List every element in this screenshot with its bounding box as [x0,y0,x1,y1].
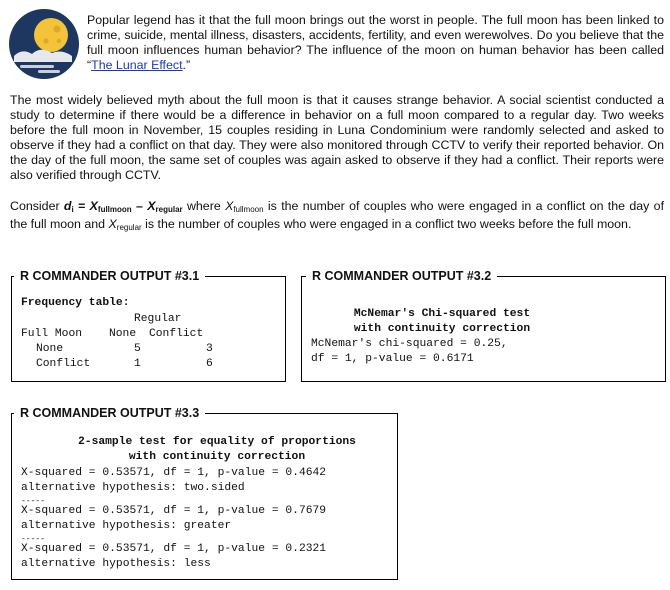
mcnemar-subtitle: with continuity correction [353,323,531,335]
separator-1: ----- [21,497,46,506]
cell-none-conflict: 3 [206,343,213,355]
mcnemar-title: McNemar's Chi-squared test [353,308,531,320]
two-sided-statistic: X-squared = 0.53571, df = 1, p-value = 0.4642 [21,467,327,479]
output-header-3-1: R COMMANDER OUTPUT #3.1 [14,268,205,284]
mcnemar-statistic: McNemar's chi-squared = 0.25, [311,338,508,350]
output-header-3-3: R COMMANDER OUTPUT #3.3 [14,405,205,421]
col-group-label: Regular [134,313,182,325]
cell-none-none: 5 [134,343,141,355]
definition-paragraph: Consider $d_i = X_{fullmoon} - X_{regular}$ where $X_{fullmoon}$ is the number of couples who were engaged in a conflict on the day of the full moon and $X_{regular}$ is the number of couples who were engaged in a conflict two weeks before the full moon. [10,199,665,232]
output-header-3-2: R COMMANDER OUTPUT #3.2 [306,268,497,284]
frequency-table-title: Frequency table: [21,297,130,309]
col-none-header: None [109,328,137,340]
prop-test-subtitle: with continuity correction [128,451,306,463]
less-alternative: alternative hypothesis: less [21,558,211,570]
intro-paragraph: Popular legend has it that the full moon brings out the worst in people. The full moon has been linked to crime, suicide, mental illness, disasters, accidents, fertility, and even werewolves. Do you believe that the full moon influences human behavior? The influence of the moon on human behavior has been called “The Lunar Effect.” [87,13,664,72]
two-sided-alternative: alternative hypothesis: two.sided [21,482,245,494]
prop-test-title: 2-sample test for equality of proportions [78,436,356,448]
greater-alternative: alternative hypothesis: greater [21,520,232,532]
moon-logo-icon [8,8,80,80]
myth-paragraph: The most widely believed myth about the full moon is that it causes strange behavior. A social scientist conducted a study to determine if there would be a difference in behavior on a full moon compared to a regular day. Two weeks before the full moon in November, 15 couples residing in Luna Condominium were randomly selected and asked to observe if they had a conflict on that day. They were also monitored through CCTV to verify their reported behavior. On the day of the full moon, the same set of couples was again asked to observe if they had a conflict. Their reports were also verified through CCTV. [10,93,664,182]
row-label-none: None [36,343,64,355]
cell-conflict-conflict: 6 [206,358,213,370]
greater-statistic: X-squared = 0.53571, df = 1, p-value = 0.7679 [21,505,327,517]
row-group-label: Full Moon [21,328,83,340]
output-box-3-3 [11,413,398,580]
output-box-3-1 [11,276,286,382]
less-statistic: X-squared = 0.53571, df = 1, p-value = 0.2321 [21,543,327,555]
mcnemar-pvalue: df = 1, p-value = 0.6171 [311,353,474,365]
row-label-conflict: Conflict [36,358,91,370]
lunar-effect-link[interactable]: The Lunar Effect [91,58,183,72]
separator-2: ----- [21,535,46,544]
cell-conflict-none: 1 [134,358,141,370]
output-box-3-2 [301,276,666,382]
col-conflict-header: Conflict [149,328,204,340]
